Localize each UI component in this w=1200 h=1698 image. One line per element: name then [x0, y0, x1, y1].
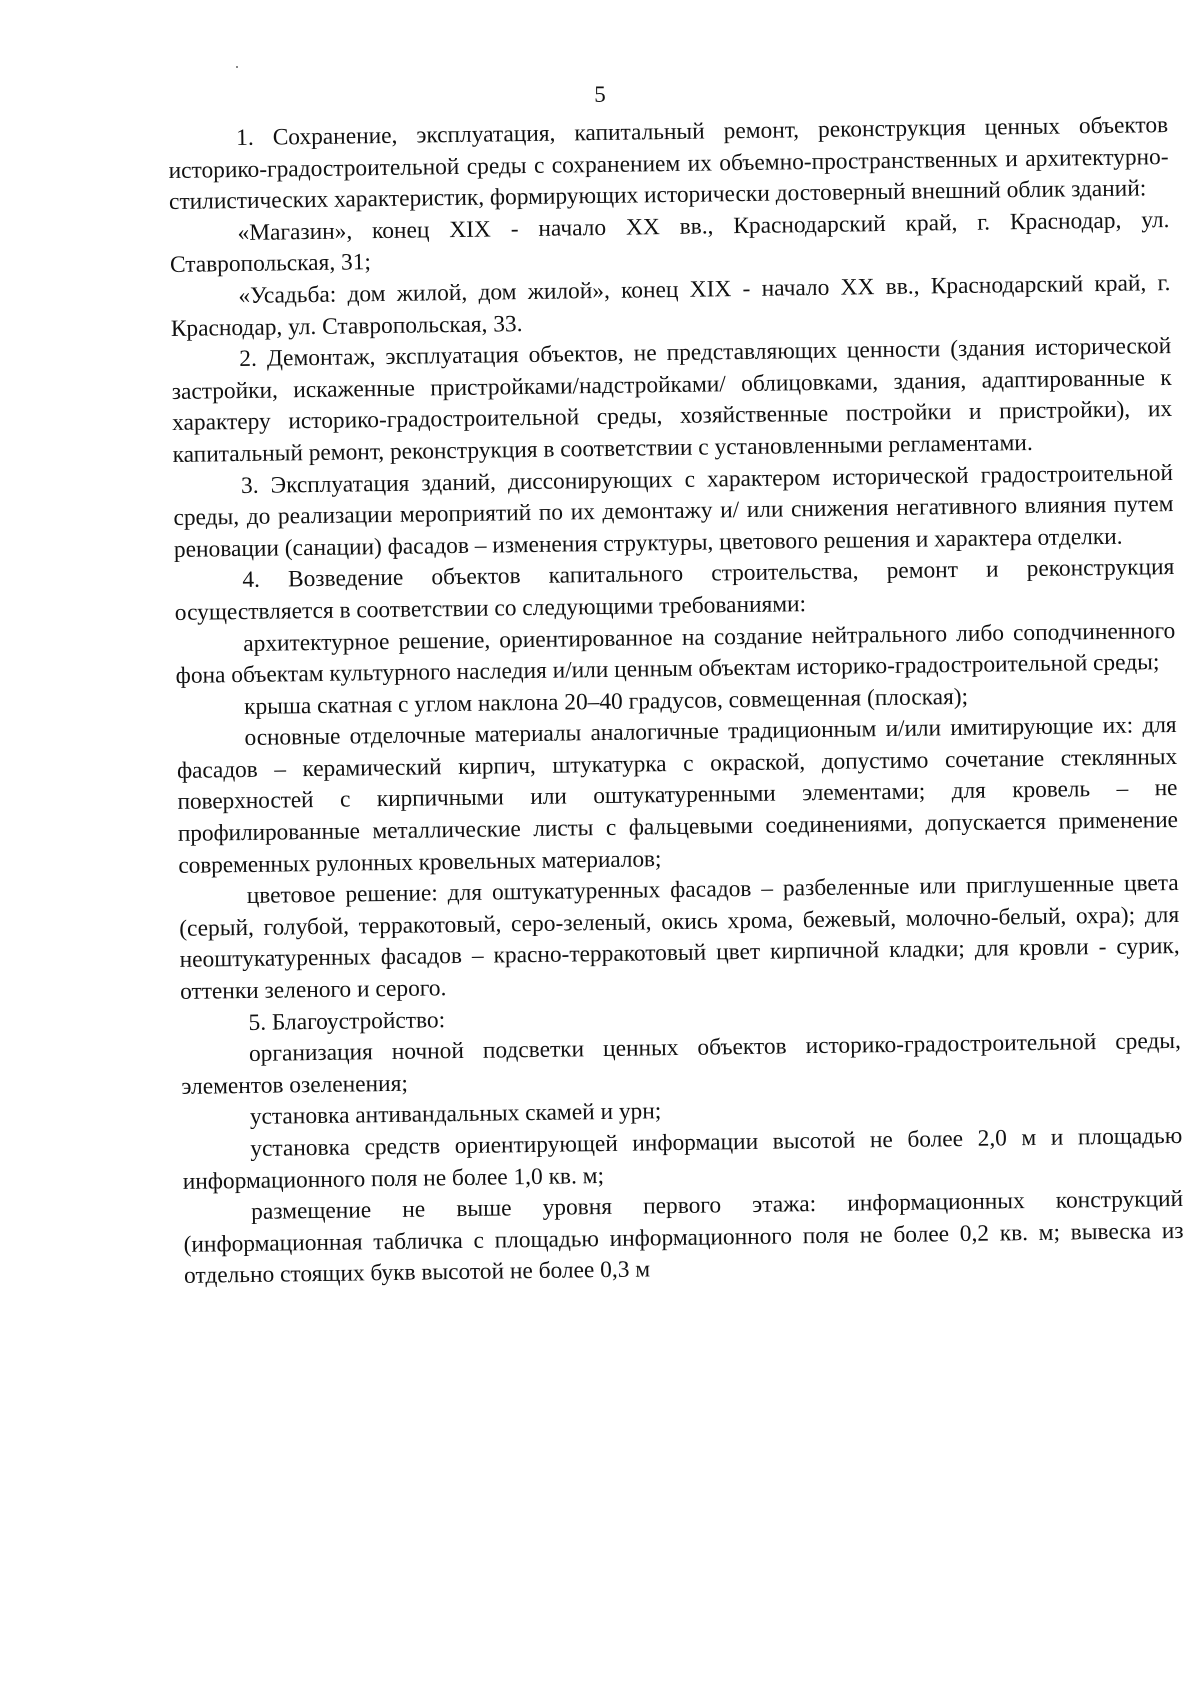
paragraph-color-solution: цветовое решение: для оштукатуренных фасадов – разбеленные или приглушенные цвета (серый, голубой, терракотовый, серо-зеленый, окись хрома, бежевый, молочно-белый, охра); для неоштукатуренных фасадов – красно-терракотовый цвет кирпичной кладки; для кровли - сурик, оттенки зеленого и серого. [179, 870, 1180, 1005]
paragraph-finishing-materials: основные отделочные материалы аналогичные традиционным и/или имитирующие их: для фасадов – керамический кирпич, штукатурка с окраской, допустимо сочетание стеклянных поверхностей с кирпичными или оштукатуренными элементами; для кровель – не профилированные металлические листы с фальцевыми соединениями, допускается применение современных рулонных кровельных материалов; [176, 712, 1178, 879]
scan-speck [236, 66, 238, 68]
paragraph-roof: крыша скатная с углом наклона 20–40 градусов, совмещенная (плоская); [243, 683, 969, 720]
paragraph-night-lighting: организация ночной подсветки ценных объектов историко-градостроительной среды, элементов озеленения; [181, 1028, 1182, 1100]
page-number: 5 [594, 82, 606, 107]
paragraph-5-landscaping: 5. Благоустройство: [248, 1006, 446, 1036]
paragraph-object-estate: «Усадьба: дом жилой, дом жилой», конец XIX - начало XX вв., Краснодарский край, г. Краснодар, ул. Ставропольская, 33. [170, 269, 1171, 342]
paragraph-benches: установка антивандальных скамей и урн; [249, 1098, 662, 1131]
paragraph-3-dissonant-buildings: 3. Эксплуатация зданий, диссонирующих с характером исторической градостроительной среды, до реализации мероприятий по их демонтажу и/ или снижения негативного влияния путем реновации (санации) фасадов – изменения структуры, цветового решения и характера отделки. [173, 459, 1174, 563]
paragraph-object-shop: «Магазин», конец XIX - начало XX вв., Краснодарский край, г. Краснодар, ул. Ставропольская, 31; [169, 206, 1170, 279]
paragraph-4-construction: 4. Возведение объектов капитального строительства, ремонт и реконструкция осуществляется в соответствии со следующими требованиями: [174, 554, 1175, 626]
document-body [168, 110, 1189, 1624]
paragraph-2-demolition: 2. Демонтаж, эксплуатация объектов, не представляющих ценности (здания исторической застройки, искаженные пристройками/надстройками/ облицовками, здания, адаптированные к характеру историко-градостроительной среды, хозяйственные постройки и пристройки), их капитальный ремонт, реконструкция в соответствии с установленными регламентами. [171, 333, 1173, 468]
paragraph-architectural-solution: архитектурное решение, ориентированное на создание нейтрального либо соподчиненного фона объектам культурного наследия и/или ценным объектам историко-градостроительной среды; [175, 617, 1176, 690]
paragraph-placement: размещение не выше уровня первого этажа: информационных конструкций (информационная табличка с площадью информационного поля не более 0,2 кв. м; вывеска из отдельно стоящих букв высотой не более 0,3 м [183, 1186, 1184, 1290]
paragraph-1-preservation: 1. Сохранение, эксплуатация, капитальный ремонт, реконструкция ценных объектов историко-градостроительной среды с сохранением их объемно-пространственных и архитектурно-стилистических характеристик, формирующих исторически достоверный внешний облик зданий: [168, 112, 1169, 216]
paragraph-orientation-info: установка средств ориентирующей информации высотой не более 2,0 м и площадью информационного поля не более 1,0 кв. м; [182, 1122, 1183, 1195]
